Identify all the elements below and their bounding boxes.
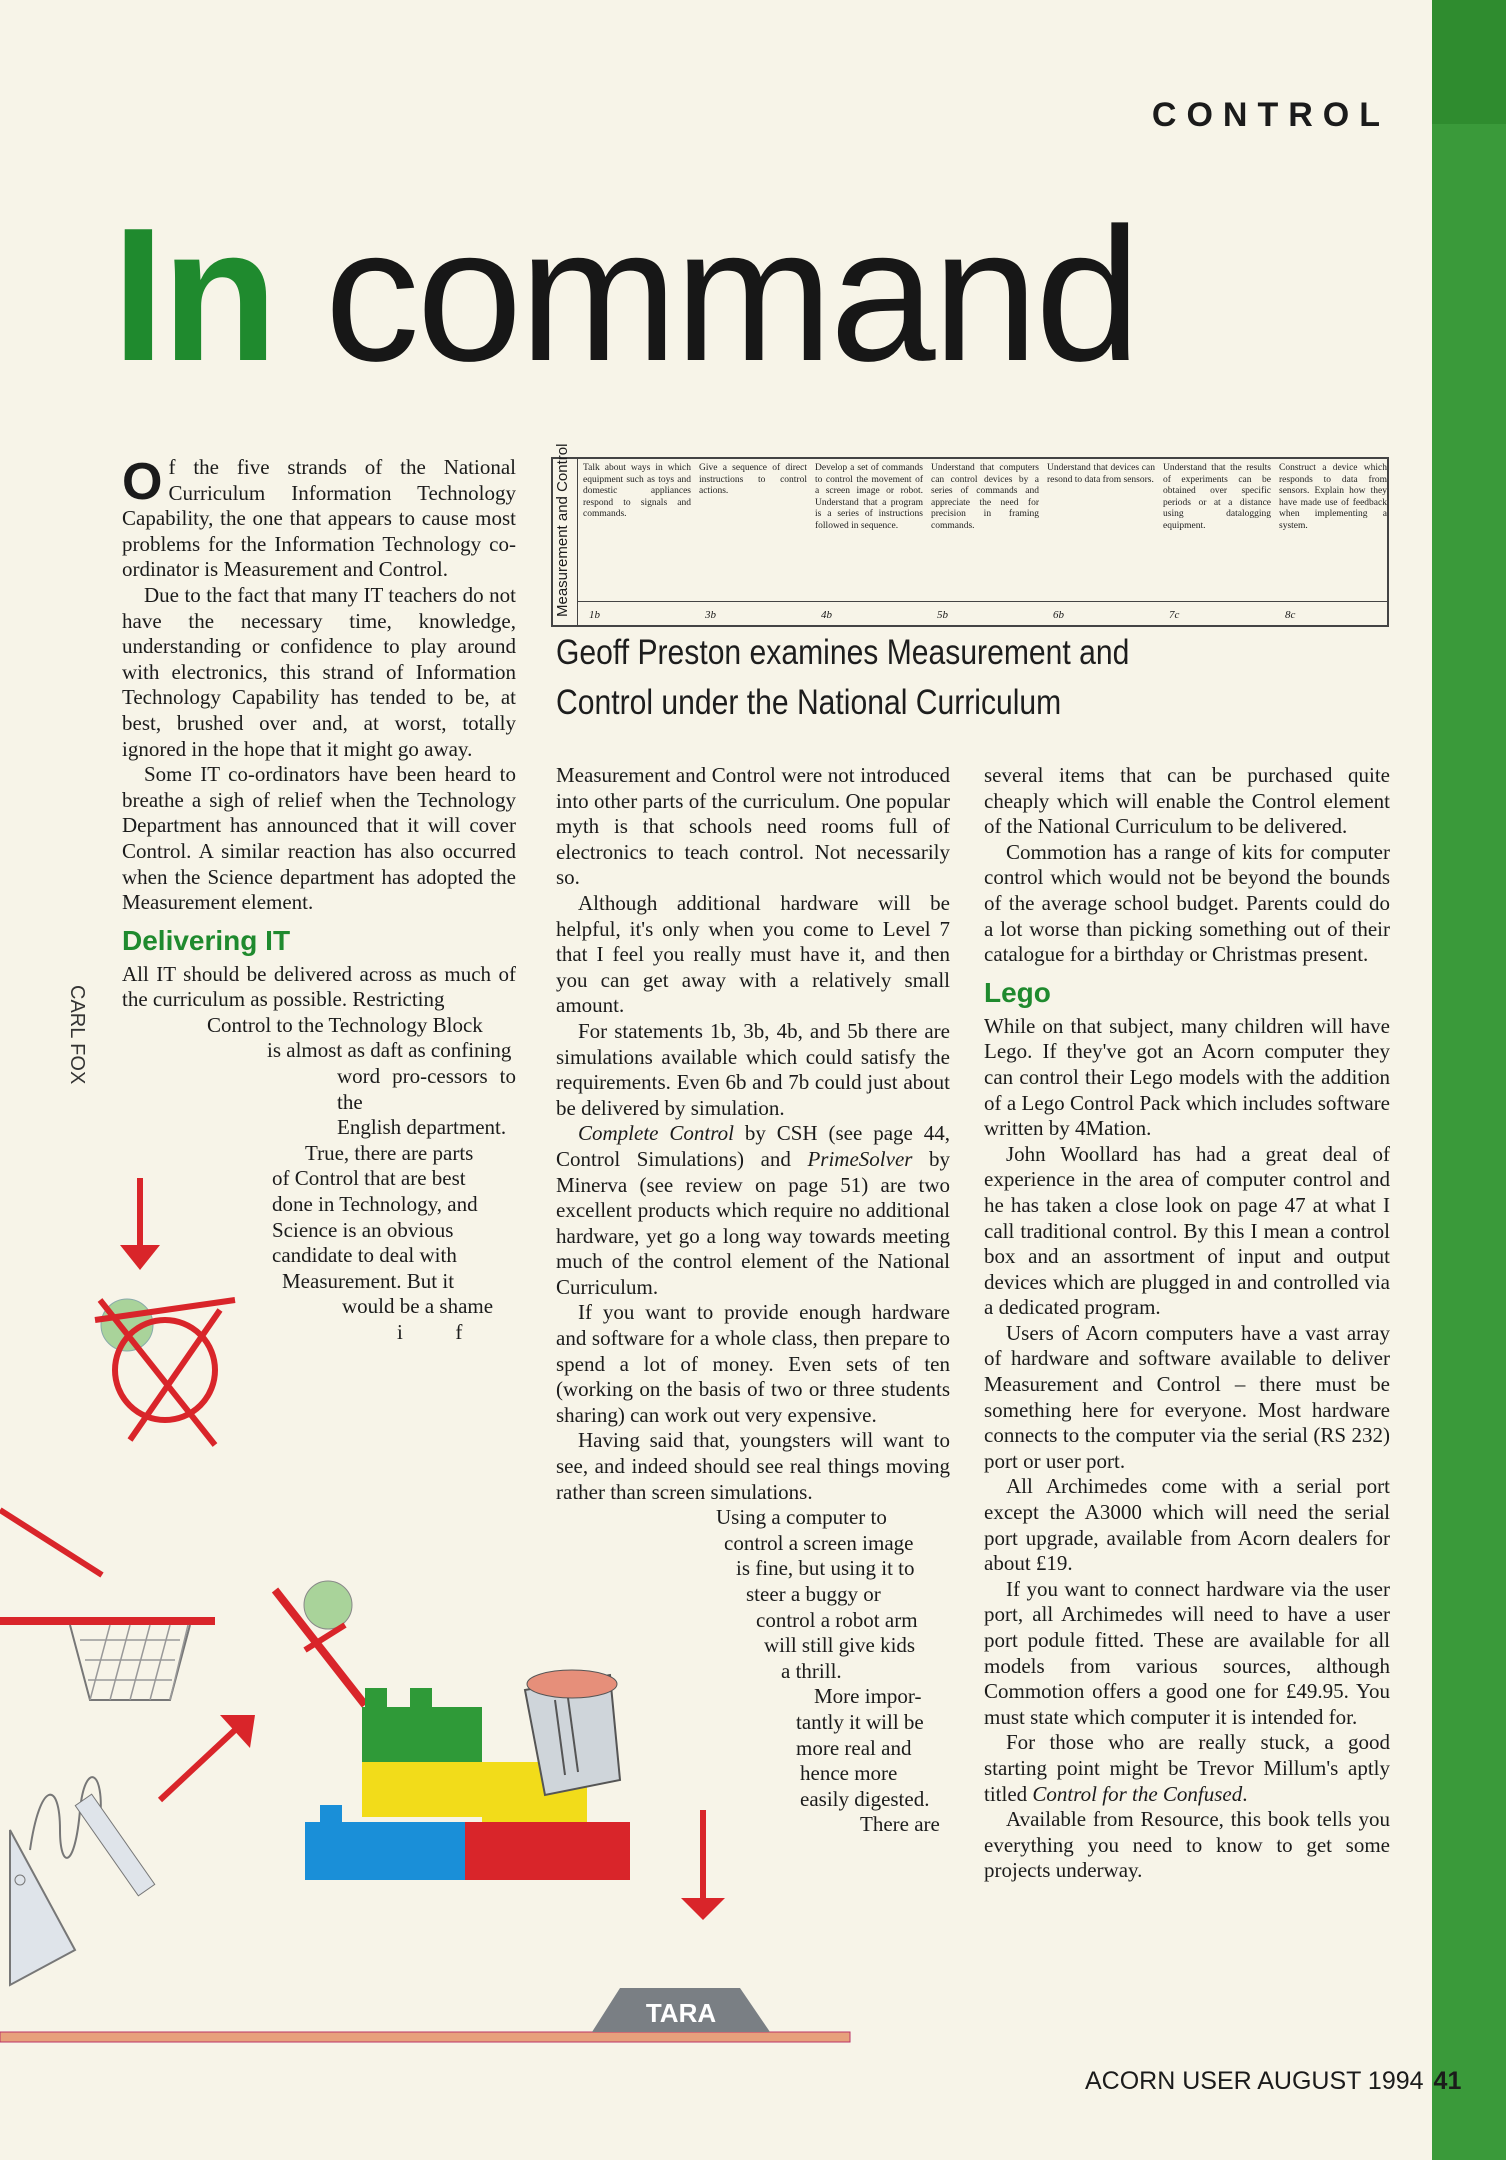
paragraph: Commotion has a range of kits for computer control which would not be beyond the bounds of the average school budget. Parents could do a lot worse than picking something out of their catalogue for a birthday or Christmas present. <box>984 839 1390 967</box>
paragraph-line: Measurement. But it <box>282 1268 455 1293</box>
paragraph: For statements 1b, 3b, 4b, and 5b there are simulations available which could satisfy the requirements. Even 6b and 7b could just about be delivered by simulation. <box>556 1018 950 1120</box>
paragraph-line: done in Technology, and <box>272 1192 478 1217</box>
table-level: 1b <box>589 609 600 621</box>
paragraph: All Archimedes come with a serial port except the A3000 which will need the serial port upgrade, available from Acorn dealers for about £19. <box>984 1474 1390 1576</box>
paragraph: Some IT co-ordinators have been heard to breathe a sigh of relief when the Technology Department has announced that it will cover Control. A similar reaction has also occurred when the Science department has adopted the Measurement element. <box>122 762 516 915</box>
paragraph: Although additional hardware will be helpful, it's only when you come to Level 7 that I feel you really must have it, and then you can get away with a relatively small amount. <box>556 890 950 1018</box>
paragraph-line: tantly it will be <box>796 1709 924 1734</box>
paragraph: If you want to provide enough hardware and software for a whole class, then prepare to spend a lot of money. Even sets of ten (working on the basis of two or three students sharing) can work out very expensive. <box>556 1300 950 1427</box>
hoop-icon <box>0 1617 215 1700</box>
arrow-up-right-icon <box>160 1715 255 1800</box>
paragraph-line: candidate to deal with <box>272 1243 457 1268</box>
table-level: 6b <box>1053 609 1064 621</box>
section-label: CONTROL <box>1151 96 1390 134</box>
paragraph-line: a thrill. <box>781 1658 842 1683</box>
paragraph: Having said that, youngsters will want to see, and indeed should see real things moving rather than screen simulations. <box>556 1428 950 1504</box>
paragraph-text: f the five strands of the National Curriculum Information Technology Capability, the one that appears to cause most problems for the Information Technology co-ordinator is Measurement and Control. <box>122 455 516 582</box>
paragraph-line: control a screen image <box>724 1530 914 1555</box>
paragraph: Due to the fact that many IT teachers do not have the necessary time, knowledge, understanding or confidence to play around with electronics, this strand of Information Technology Capability has tended to be, at best, brushed over and, at worst, totally ignored in the hope that it might go away. <box>122 582 516 761</box>
paragraph-line: is almost as daft as confining <box>267 1038 512 1063</box>
deco-line <box>0 1510 102 1575</box>
triangle-icon <box>10 1830 75 1985</box>
byline-text: CARL FOX <box>66 985 88 1085</box>
table-cell: Construct a device which responds to data from sensors. Explain how they have made use of feedback when implementing a system. <box>1279 463 1387 531</box>
table-cell: Understand that devices can resond to data from sensors. <box>1047 463 1155 485</box>
signature-text: TARA <box>645 1998 717 2028</box>
paragraph: Available from Resource, this book tells you everything you need to know to get some projects underway. <box>984 1807 1390 1883</box>
title-word-in: In <box>112 189 275 401</box>
paragraph-text: For those who are really stuck, a good starting point might be Trevor Millum's aptly titled <box>984 1730 1390 1806</box>
table-cell: Talk about ways in which equipment such as toys and domestic appliances respond to signals and commands. <box>583 463 691 519</box>
paragraph-line: Control to the Technology Block <box>207 1012 483 1037</box>
paragraph-line: is fine, but using it to <box>736 1556 915 1581</box>
table-level: 7c <box>1169 609 1180 621</box>
table-cell: Understand that the results of experiments can be obtained over specific periods or at a distance using datalogging equipment. <box>1163 463 1271 531</box>
paragraph-text: . <box>1242 1781 1248 1806</box>
paragraph-line: hence more <box>800 1761 898 1786</box>
page-footer <box>1085 2067 1461 2096</box>
paragraph-line: i f <box>397 1320 463 1344</box>
paragraph: If you want to connect hardware via the user port, all Archimedes will need to have a user port podule fitted. These are available for all models from various sources, although Commotion offers a good one for £49.95. You must state which computer it is intended for. <box>984 1576 1390 1729</box>
footer-magazine: ACORN USER AUGUST 1994 <box>1085 2067 1424 2095</box>
paragraph-line: easily digested. <box>800 1786 930 1811</box>
paragraph-line: would be a shame <box>342 1294 494 1319</box>
drop-cap: O <box>122 453 163 511</box>
paragraph: While on that subject, many children will have Lego. If they've got an Acorn computer they can control their Lego models with the addition of a Lego Control Pack which includes software written by 4Mation. <box>984 1013 1390 1141</box>
subheading-lego: Lego <box>984 976 1051 1008</box>
paragraph-line: of Control that are best <box>272 1166 466 1191</box>
paragraph-line: There are <box>860 1812 940 1837</box>
table-level: 5b <box>937 609 948 621</box>
paragraph-text: by Minerva (see review on page 51) are two excellent products which require no additional hardware, yet go a long way towards meeting much of the control element of the National Curriculum. <box>556 1146 950 1299</box>
paragraph-line: steer a buggy or <box>746 1582 881 1606</box>
paragraph-line: control a robot arm <box>756 1607 918 1632</box>
book-title: Control for the Confused <box>1032 1781 1243 1806</box>
product-title: Complete Control <box>578 1121 734 1146</box>
paragraph-line: will still give kids <box>764 1633 916 1658</box>
table-cell: Develop a set of commands to control the movement of a screen image or robot. Understand that a program is a series of instructions followed in sequence. <box>815 463 923 531</box>
table-level: 4b <box>821 609 832 621</box>
paragraph-line: Using a computer to <box>716 1505 887 1530</box>
table-level: 3b <box>705 609 716 621</box>
paragraph-line: more real and <box>796 1735 912 1760</box>
page-number: 41 <box>1433 2067 1462 2095</box>
title-word-command: command <box>324 189 1138 401</box>
paragraph: Measurement and Control were not introduced into other parts of the curriculum. One popular myth is that schools need rooms full of electronics to teach control. Not necessarily so. <box>556 763 950 890</box>
paragraph-line: English department. <box>337 1115 507 1140</box>
paragraph: Users of Acorn computers have a vast array of hardware and software available to deliver Measurement and Control – there must be something here for everyone. Most hardware connects to the computer via the serial (RS 232) port or user port. <box>984 1320 1390 1473</box>
product-title: PrimeSolver <box>807 1146 913 1171</box>
paragraph-line: More impor- <box>814 1684 922 1709</box>
subheading-delivering-it: Delivering IT <box>122 924 291 956</box>
lever-icon <box>275 1581 365 1705</box>
paragraph-line: True, there are parts <box>305 1140 474 1165</box>
table-cell: Understand that computers can control devices by a series of commands and appreciate the need for precision in framing commands. <box>931 463 1039 531</box>
floor-line <box>0 2032 850 2042</box>
ruler-icon <box>75 1794 154 1896</box>
paragraph: All IT should be delivered across as much of the curriculum as possible. Restricting <box>122 961 516 1012</box>
table-level: 8c <box>1285 609 1296 621</box>
arrow-down-icon <box>120 1178 160 1270</box>
standfirst: Geoff Preston examines Measurement and Control under the National Curriculum <box>556 633 1130 722</box>
arrow-down-icon <box>681 1810 725 1920</box>
paragraph: John Woollard has had a great deal of experience in the area of computer control and he has taken a close look on page 47 at what I call traditional control. By this I mean a control box and an assortment of input and output devices which are plugged in and controlled via a dedicated program. <box>984 1141 1390 1320</box>
paragraph-line: Science is an obvious <box>272 1217 454 1242</box>
table-cell: Give a sequence of direct instructions to control actions. <box>699 463 807 496</box>
table-row-label-text: Measurement and Control <box>554 443 571 617</box>
paragraph-line: word pro-cessors to the <box>337 1064 516 1114</box>
paragraph: several items that can be purchased quite cheaply which will enable the Control element of the National Curriculum to be delivered. <box>984 763 1390 839</box>
target-icon <box>95 1300 235 1445</box>
paragraph-text: by CSH (see page 44, Control Simulations) and <box>556 1121 950 1171</box>
